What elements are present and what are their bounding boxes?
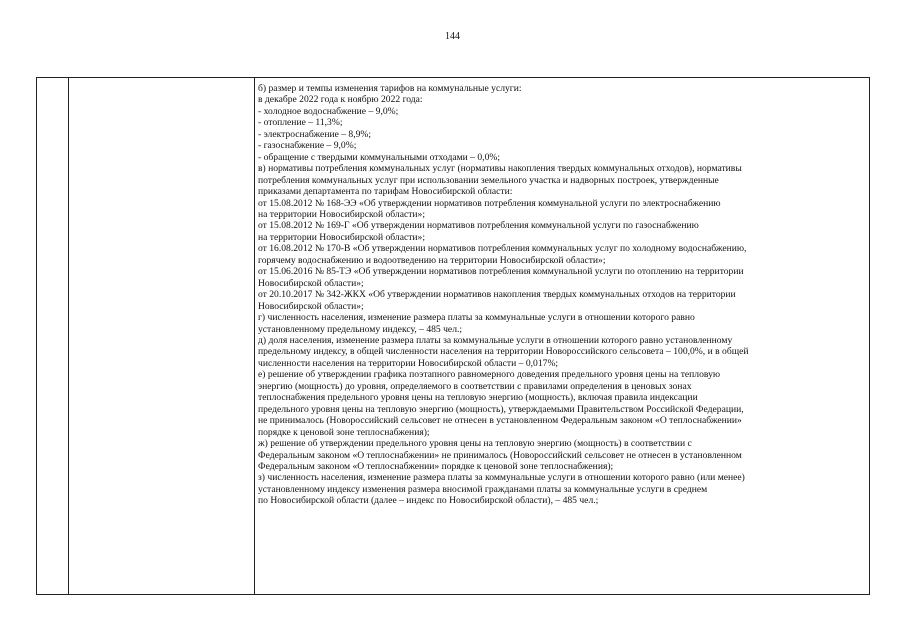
table-column-divider <box>68 78 69 594</box>
text-line: е) решение об утверждении графика поэтапного равномерного доведения предельного уровня цены на тепловую <box>258 369 721 381</box>
text-line: от 15.08.2012 № 169-Г «Об утверждении нормативов потребления коммунальной услуги по газоснабжению <box>258 220 699 232</box>
text-line: от 15.06.2016 № 85-ТЭ «Об утверждении нормативов потребления коммунальной услуги по отоплению на территории <box>258 266 744 278</box>
text-line: теплоснабжения предельного уровня цены на тепловую энергию (мощность), включая правила индексации <box>258 392 698 404</box>
text-line: Новосибирской области»; <box>258 277 364 289</box>
text-line: з) численность населения, изменение размера платы за коммунальные услуги в отношении которого равно (или менее) <box>258 472 745 484</box>
text-line: д) доля населения, изменение размера платы за коммунальные услуги в отношении которого равно установленному <box>258 334 733 346</box>
text-line: численности населения на территории Новосибирской области – 0,017%; <box>258 357 559 369</box>
text-line: не принималось (Новороссийский сельсовет не отнесен в установленном Федеральным законом «О теплоснабжении» <box>258 415 742 427</box>
text-line: г) численность населения, изменение размера платы за коммунальные услуги в отношении которого равно <box>258 312 695 324</box>
text-line: порядке к ценовой зоне теплоснабжения); <box>258 426 430 438</box>
text-line: предельного уровня цены на тепловую энергию (мощность), утверждаемыми Правительством Российской Федерации, <box>258 403 744 415</box>
text-line: в декабре 2022 года к ноябрю 2022 года: <box>258 94 423 106</box>
table-cell-text <box>258 83 863 507</box>
text-line: Федеральным законом «О теплоснабжении» порядке к ценовой зоне теплоснабжения); <box>258 460 614 472</box>
text-line: по Новосибирской области (далее – индекс по Новосибирской области), – 485 чел.; <box>258 495 599 507</box>
text-line: - отопление – 11,3%; <box>258 117 343 129</box>
text-line: - холодное водоснабжение – 9,0%; <box>258 105 399 117</box>
text-line: от 15.08.2012 № 168-ЭЭ «Об утверждении нормативов потребления коммунальной услуги по электроснабжению <box>258 197 721 209</box>
table-column-divider <box>254 78 255 594</box>
text-line: Федеральным законом «О теплоснабжении» не принималось (Новороссийский сельсовет не отнесен в установленном <box>258 449 742 461</box>
page-number: 144 <box>445 31 460 42</box>
text-line: - газоснабжение – 9,0%; <box>258 140 357 152</box>
text-line: потребления коммунальных услуг при использовании земельного участка и надворных построек, утвержденные <box>258 174 719 186</box>
text-line: от 16.08.2012 № 170-В «Об утверждении нормативов потребления коммунальных услуг по холодному водоснабжению, <box>258 243 747 255</box>
text-line: на территории Новосибирской области»; <box>258 231 426 243</box>
text-line: приказами департамента по тарифам Новосибирской области: <box>258 186 513 198</box>
text-line: установленному индексу изменения размера вносимой гражданами платы за коммунальные услуги в среднем <box>258 483 708 495</box>
text-line: Новосибирской области»; <box>258 300 364 312</box>
text-line: предельному индексу, в общей численности населения на территории Новороссийского сельсовета – 100,0%, и в общей <box>258 346 749 358</box>
text-line: горячему водоснабжению и водоотведению на территории Новосибирской области»; <box>258 254 606 266</box>
text-line: от 20.10.2017 № 342-ЖКХ «Об утверждении нормативов накопления твердых коммунальных отходов на территории <box>258 289 736 301</box>
text-line: ж) решение об утверждении предельного уровня цены на тепловую энергию (мощность) в соответствии с <box>258 438 692 450</box>
text-line: б) размер и темпы изменения тарифов на коммунальные услуги: <box>258 83 522 94</box>
document-table <box>36 77 870 595</box>
text-line: энергию (мощность) до уровня, определяемого в соответствии с правилами определения в ценовых зонах <box>258 380 692 392</box>
text-line: - обращение с твердыми коммунальными отходами – 0,0%; <box>258 151 501 163</box>
text-line: на территории Новосибирской области»; <box>258 208 426 220</box>
text-line: - электроснабжение – 8,9%; <box>258 128 372 140</box>
text-line: в) нормативы потребления коммунальных услуг (нормативы накопления твердых коммунальных отходов), нормативы <box>258 163 742 175</box>
text-line: установленному предельному индексу, – 485 чел.; <box>258 323 463 335</box>
